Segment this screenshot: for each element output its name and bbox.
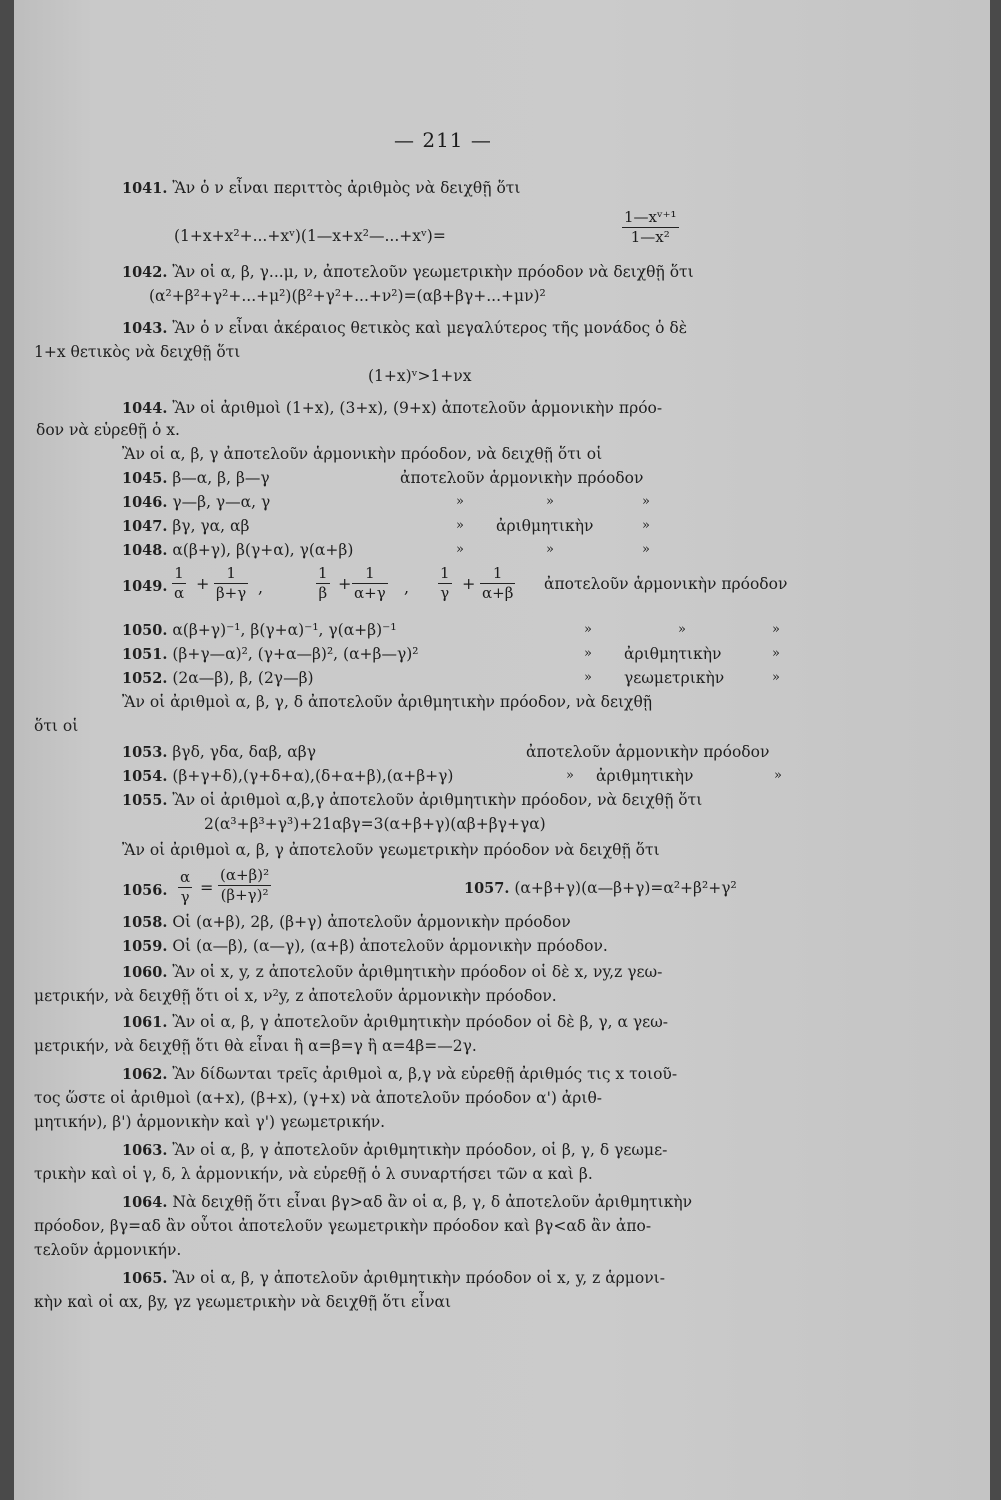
fraction: $\frac{1}{\gamma}$ — [440, 564, 450, 602]
comma: , — [404, 578, 410, 597]
problem-1044 — [122, 398, 662, 419]
numerator: 1—xᵛ⁺¹ — [624, 208, 677, 226]
ditto-mark: » — [456, 494, 464, 509]
book-page — [14, 0, 990, 1500]
formula-1042: (α²+β²+γ²+...+μ²)(β²+γ²+...+ν²)=(αβ+βγ+...+μν)² — [149, 287, 546, 305]
ditto-mark: » — [642, 542, 650, 557]
terms: (β+γ—α)², (γ+α—β)², (α+β—γ)² — [172, 645, 419, 663]
problem-number: 1051. — [122, 646, 168, 663]
problem-1047 — [122, 516, 249, 537]
problem-text: Ἂν οἱ α, β, γ ἀποτελοῦν ἀριθμητικὴν πρόοδον, οἱ β, γ, δ γεωμε- — [172, 1141, 668, 1159]
problem-1061-cont: μετρικήν, νὰ δειχθῇ ὅτι θὰ εἶναι ἢ α=β=γ ἢ α=4β=—2γ. — [34, 1037, 477, 1055]
problem-number: 1041. — [122, 180, 168, 197]
problem-text: Ἂν δίδωνται τρεῖς ἀριθμοὶ α, β,γ νὰ εὑρεθῇ ἀριθμός τις x τοιοῦ- — [172, 1065, 678, 1083]
ditto-mark: » — [546, 494, 554, 509]
ditto-mark: » — [772, 622, 780, 637]
problem-text: Ἂν οἱ α, β, γ...μ, ν, ἀποτελοῦν γεωμετρικὴν πρόοδον νὰ δειχθῇ ὅτι — [172, 263, 694, 281]
problem-1041 — [122, 178, 520, 199]
problem-text: Οἱ (α+β), 2β, (β+γ) ἀποτελοῦν ἁρμονικὴν πρόοδον — [172, 913, 571, 931]
fraction: $\frac{1}{\alpha+\gamma}$ — [354, 564, 386, 602]
fraction: $\frac{1}{\alpha}$ — [174, 564, 185, 602]
problem-1062-cont2: μητικήν), β') ἁρμονικὴν καὶ γ') γεωμετρικήν. — [34, 1113, 386, 1131]
problem-number: 1057. — [464, 880, 510, 897]
intro-1045: Ἂν οἱ α, β, γ ἀποτελοῦν ἁρμονικὴν πρόοδον, νὰ δειχθῇ ὅτι οἱ — [122, 445, 603, 463]
terms: (2α—β), β, (2γ—β) — [172, 669, 314, 687]
problem-1064-cont2: τελοῦν ἁρμονικήν. — [34, 1241, 182, 1259]
problem-1058 — [122, 912, 571, 933]
terms: α(β+γ), β(γ+α), γ(α+β) — [172, 541, 354, 559]
problem-text: Νὰ δειχθῇ ὅτι εἶναι βγ>αδ ἂν οἱ α, β, γ, δ ἀποτελοῦν ἀριθμητικὴν — [172, 1193, 693, 1211]
problem-number: 1054. — [122, 768, 168, 785]
problem-1046 — [122, 492, 270, 513]
problem-1059 — [122, 936, 608, 957]
problem-1060-cont: μετρικήν, νὰ δειχθῇ ὅτι οἱ x, ν²y, z ἀποτελοῦν ἁρμονικὴν πρόοδον. — [34, 987, 557, 1005]
problem-text: Ἂν οἱ α, β, γ ἀποτελοῦν ἀριθμητικὴν πρόοδον οἱ δὲ β, γ, α γεω- — [172, 1013, 669, 1031]
problem-1053 — [122, 742, 316, 763]
ditto-mark: » — [772, 646, 780, 661]
problem-1062-cont: τος ὥστε οἱ ἀριθμοὶ (α+x), (β+x), (γ+x) νὰ ἀποτελοῦν πρόοδον α') ἀριθ- — [34, 1089, 603, 1107]
problem-1044-cont: δον νὰ εὑρεθῇ ὁ x. — [36, 421, 180, 439]
ditto-mark: » — [774, 768, 782, 783]
text-1049: ἀποτελοῦν ἁρμονικὴν πρόοδον — [544, 575, 788, 593]
problem-1055 — [122, 790, 702, 811]
plus-sign: + — [338, 574, 352, 593]
intro-1053-cont: ὅτι οἱ — [34, 717, 79, 735]
problem-text: Ἂν οἱ ἀριθμοὶ (1+x), (3+x), (9+x) ἀποτελοῦν ἁρμονικὴν πρόο- — [172, 399, 663, 417]
problem-1043 — [122, 318, 687, 339]
terms: γ—β, γ—α, γ — [172, 493, 271, 511]
problem-number: 1064. — [122, 1194, 168, 1211]
text-1047: ἀριθμητικὴν — [496, 517, 594, 535]
problem-text: Ἂν ὁ ν εἶναι περιττὸς ἀριθμὸς νὰ δειχθῇ ὅτι — [172, 179, 521, 197]
problem-number: 1058. — [122, 914, 168, 931]
intro-1053: Ἂν οἱ ἀριθμοὶ α, β, γ, δ ἀποτελοῦν ἀριθμητικὴν πρόοδον, νὰ δειχθῇ — [122, 693, 653, 711]
problem-1063 — [122, 1140, 667, 1161]
problem-number: 1063. — [122, 1142, 168, 1159]
text-1054: ἀριθμητικὴν — [596, 767, 694, 785]
text-1052: γεωμετρικὴν — [624, 669, 725, 687]
problem-number: 1056. — [122, 882, 168, 899]
problem-1045 — [122, 468, 270, 489]
ditto-mark: » — [566, 768, 574, 783]
problem-number: 1044. — [122, 400, 168, 417]
plus-sign: + — [196, 574, 210, 593]
formula-1055: 2(α³+β³+γ³)+21αβγ=3(α+β+γ)(αβ+βγ+γα) — [204, 815, 546, 833]
text-1051: ἀριθμητικὴν — [624, 645, 722, 663]
ditto-mark: » — [584, 670, 592, 685]
terms: βγ, γα, αβ — [172, 517, 250, 535]
problem-number: 1050. — [122, 622, 168, 639]
problem-number: 1060. — [122, 964, 168, 981]
fraction: $\frac{\alpha}{\gamma}$ — [180, 868, 191, 906]
denominator: 1—x² — [630, 228, 670, 246]
terms: (β+γ+δ),(γ+δ+α),(δ+α+β),(α+β+γ) — [172, 767, 454, 785]
fraction: $\frac{1}{\beta+\gamma}$ — [216, 564, 247, 602]
formula: (α+β+γ)(α—β+γ)=α²+β²+γ² — [514, 879, 737, 897]
ditto-mark: » — [678, 622, 686, 637]
problem-number: 1042. — [122, 264, 168, 281]
formula-1041: (1+x+x²+...+xᵛ)(1—x+x²—...+xᵛ)= — [174, 227, 446, 245]
equals-sign: = — [200, 878, 214, 897]
problem-1056-number — [122, 880, 167, 901]
problem-1063-cont: τρικὴν καὶ οἱ γ, δ, λ ἁρμονικήν, νὰ εὑρεθῇ ὁ λ συναρτήσει τῶν α καὶ β. — [34, 1165, 593, 1183]
problem-1057 — [464, 878, 737, 899]
problem-1051 — [122, 644, 419, 665]
problem-text: Ἂν οἱ α, β, γ ἀποτελοῦν ἀριθμητικὴν πρόοδον οἱ x, y, z ἁρμονι- — [172, 1269, 665, 1287]
problem-number: 1052. — [122, 670, 168, 687]
intro-1056: Ἂν οἱ ἀριθμοὶ α, β, γ ἀποτελοῦν γεωμετρικὴν πρόοδον νὰ δειχθῇ ὅτι — [122, 841, 660, 859]
problem-text: Οἱ (α—β), (α—γ), (α+β) ἀποτελοῦν ἁρμονικὴν πρόοδον. — [172, 937, 608, 955]
terms: α(β+γ)⁻¹, β(γ+α)⁻¹, γ(α+β)⁻¹ — [172, 621, 397, 639]
problem-text: Ἂν ὁ ν εἶναι ἀκέραιος θετικὸς καὶ μεγαλύτερος τῆς μονάδος ὁ δὲ — [172, 319, 688, 337]
ditto-mark: » — [456, 518, 464, 533]
fraction-1041 — [622, 208, 679, 247]
problem-1042 — [122, 262, 694, 283]
problem-1061 — [122, 1012, 668, 1033]
problem-number: 1055. — [122, 792, 168, 809]
problem-number: 1049. — [122, 578, 168, 595]
comma: , — [258, 578, 264, 597]
problem-number: 1061. — [122, 1014, 168, 1031]
problem-number: 1045. — [122, 470, 168, 487]
problem-1054 — [122, 766, 453, 787]
problem-number: 1043. — [122, 320, 168, 337]
problem-number: 1046. — [122, 494, 168, 511]
problem-1052 — [122, 668, 314, 689]
problem-1050 — [122, 620, 397, 641]
problem-number: 1048. — [122, 542, 168, 559]
problem-text: Ἂν οἱ x, y, z ἀποτελοῦν ἀριθμητικὴν πρόοδον οἱ δὲ x, νy,z γεω- — [172, 963, 663, 981]
problem-number: 1059. — [122, 938, 168, 955]
fraction: $\frac{1}{\beta}$ — [318, 564, 328, 602]
terms: β—α, β, β—γ — [172, 469, 270, 487]
ditto-mark: » — [772, 670, 780, 685]
ditto-mark: » — [642, 518, 650, 533]
problem-text: Ἂν οἱ ἀριθμοὶ α,β,γ ἀποτελοῦν ἀριθμητικὴν πρόοδον, νὰ δειχθῇ ὅτι — [172, 791, 703, 809]
ditto-mark: » — [584, 646, 592, 661]
problem-1043-cont: 1+x θετικὸς νὰ δειχθῇ ὅτι — [34, 343, 241, 361]
problem-number: 1062. — [122, 1066, 168, 1083]
problem-1049-number — [122, 576, 167, 597]
text-1053: ἀποτελοῦν ἁρμονικὴν πρόοδον — [526, 743, 770, 761]
terms: βγδ, γδα, δαβ, αβγ — [172, 743, 316, 761]
ditto-mark: » — [584, 622, 592, 637]
ditto-mark: » — [546, 542, 554, 557]
problem-number: 1065. — [122, 1270, 168, 1287]
problem-number: 1047. — [122, 518, 168, 535]
problem-1062 — [122, 1064, 677, 1085]
fraction: $\frac{\text{(α+β)²}}{\text{(β+γ)²}}$ — [220, 866, 270, 904]
fraction: $\frac{1}{\alpha+\beta}$ — [482, 564, 514, 602]
ditto-mark: » — [456, 542, 464, 557]
problem-1065 — [122, 1268, 665, 1289]
problem-1048 — [122, 540, 353, 561]
formula-1043: (1+x)ᵛ>1+νx — [368, 367, 472, 385]
problem-1064 — [122, 1192, 692, 1213]
problem-number: 1053. — [122, 744, 168, 761]
text-1045: ἀποτελοῦν ἁρμονικὴν πρόοδον — [400, 469, 644, 487]
problem-1060 — [122, 962, 662, 983]
page-number: — 211 — — [394, 128, 492, 152]
problem-1065-cont: κὴν καὶ οἱ αx, βy, γz γεωμετρικὴν νὰ δειχθῇ ὅτι εἶναι — [34, 1293, 452, 1311]
ditto-mark: » — [642, 494, 650, 509]
problem-1064-cont: πρόοδον, βγ=αδ ἂν οὗτοι ἀποτελοῦν γεωμετρικὴν πρόοδον καὶ βγ<αδ ἂν ἀπο- — [34, 1217, 652, 1235]
plus-sign: + — [462, 574, 476, 593]
